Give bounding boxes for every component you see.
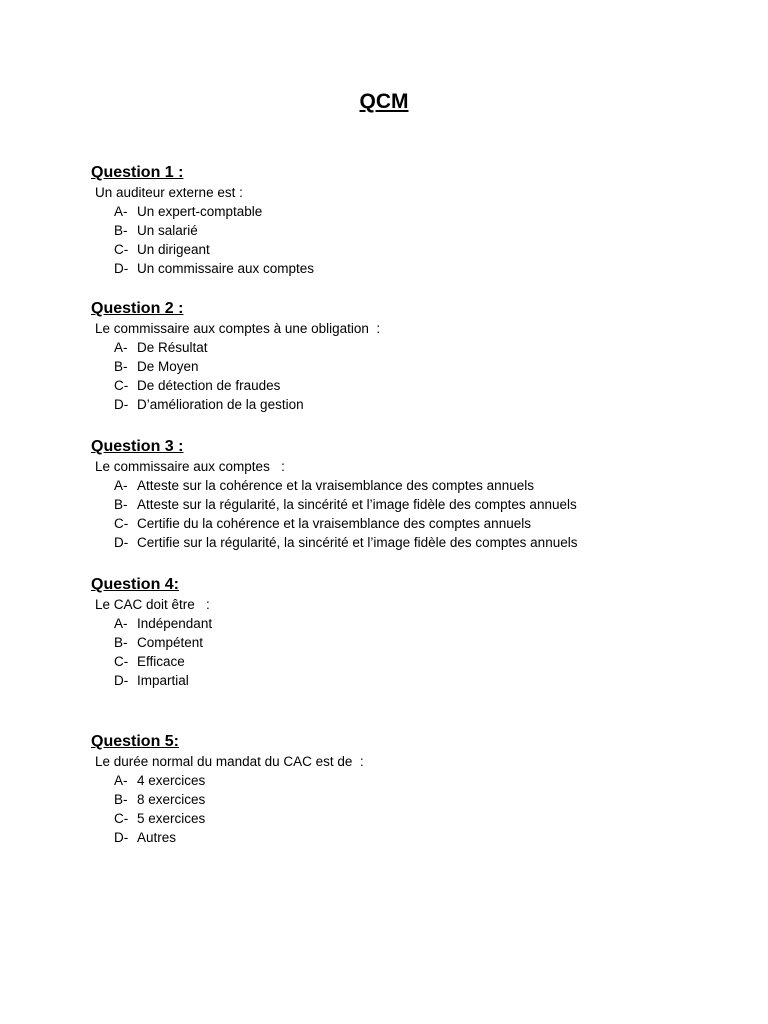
option-letter: C- (114, 378, 129, 393)
option-letter: D- (114, 261, 129, 276)
option-text: Un commissaire aux comptes (137, 261, 315, 276)
option-text: Compétent (137, 635, 204, 650)
option-d (91, 395, 711, 414)
question-text: Le CAC doit être : (95, 597, 210, 612)
option-text: De détection de fraudes (137, 378, 281, 393)
option-list (91, 614, 711, 690)
option-letter: C- (114, 516, 129, 531)
option-d (91, 259, 711, 278)
option-letter: B- (114, 635, 128, 650)
option-text: Impartial (137, 673, 189, 688)
question-text: Le commissaire aux comptes : (95, 459, 285, 474)
question-heading: Question 1 : (91, 164, 184, 181)
option-letter: C- (114, 242, 129, 257)
question-5 (91, 732, 711, 847)
option-text: De Moyen (137, 359, 199, 374)
option-list (91, 771, 711, 847)
option-c (91, 376, 711, 395)
option-text: De Résultat (137, 340, 208, 355)
option-c (91, 652, 711, 671)
question-text: Le durée normal du mandat du CAC est de : (95, 754, 364, 769)
option-list (91, 202, 711, 278)
option-b (91, 357, 711, 376)
option-d (91, 671, 711, 690)
option-list (91, 476, 711, 552)
option-text: 4 exercices (137, 773, 206, 788)
question-heading: Question 4: (91, 576, 180, 593)
option-letter: D- (114, 535, 129, 550)
option-letter: A- (114, 340, 128, 355)
option-a (91, 614, 711, 633)
option-d (91, 533, 711, 552)
option-text: Atteste sur la régularité, la sincérité et l’image fidèle des comptes annuels (137, 497, 577, 512)
question-4 (91, 575, 711, 690)
option-c (91, 514, 711, 533)
option-letter: D- (114, 397, 129, 412)
option-text: Indépendant (137, 616, 213, 631)
option-b (91, 790, 711, 809)
option-text: D’amélioration de la gestion (137, 397, 304, 412)
question-text: Un auditeur externe est : (95, 185, 243, 200)
option-a (91, 338, 711, 357)
option-c (91, 809, 711, 828)
option-letter: B- (114, 792, 128, 807)
option-b (91, 633, 711, 652)
option-text: Certifie du la cohérence et la vraisemblance des comptes annuels (137, 516, 531, 531)
option-list (91, 338, 711, 414)
option-letter: A- (114, 773, 128, 788)
option-letter: A- (114, 204, 128, 219)
option-letter: A- (114, 616, 128, 631)
option-text: Un dirigeant (137, 242, 210, 257)
option-letter: A- (114, 478, 128, 493)
option-letter: C- (114, 654, 129, 669)
option-text: 8 exercices (137, 792, 206, 807)
option-letter: D- (114, 673, 129, 688)
question-2 (91, 299, 711, 414)
option-b (91, 221, 711, 240)
question-text: Le commissaire aux comptes à une obligation : (95, 321, 381, 336)
option-text: Efficace (137, 654, 185, 669)
question-heading: Question 2 : (91, 300, 184, 317)
option-letter: D- (114, 830, 129, 845)
option-b (91, 495, 711, 514)
option-text: Autres (137, 830, 177, 845)
option-letter: B- (114, 497, 128, 512)
option-a (91, 476, 711, 495)
question-heading: Question 3 : (91, 438, 184, 455)
option-letter: B- (114, 359, 128, 374)
option-text: Certifie sur la régularité, la sincérité et l’image fidèle des comptes annuels (137, 535, 578, 550)
option-a (91, 771, 711, 790)
question-3 (91, 437, 711, 552)
option-letter: C- (114, 811, 129, 826)
option-text: Un expert-comptable (137, 204, 263, 219)
option-text: Atteste sur la cohérence et la vraisemblance des comptes annuels (137, 478, 534, 493)
option-d (91, 828, 711, 847)
option-text: 5 exercices (137, 811, 206, 826)
option-text: Un salarié (137, 223, 198, 238)
question-heading: Question 5: (91, 733, 180, 750)
option-c (91, 240, 711, 259)
question-1 (91, 163, 711, 278)
document-title: QCM (359, 90, 409, 113)
option-letter: B- (114, 223, 128, 238)
option-a (91, 202, 711, 221)
